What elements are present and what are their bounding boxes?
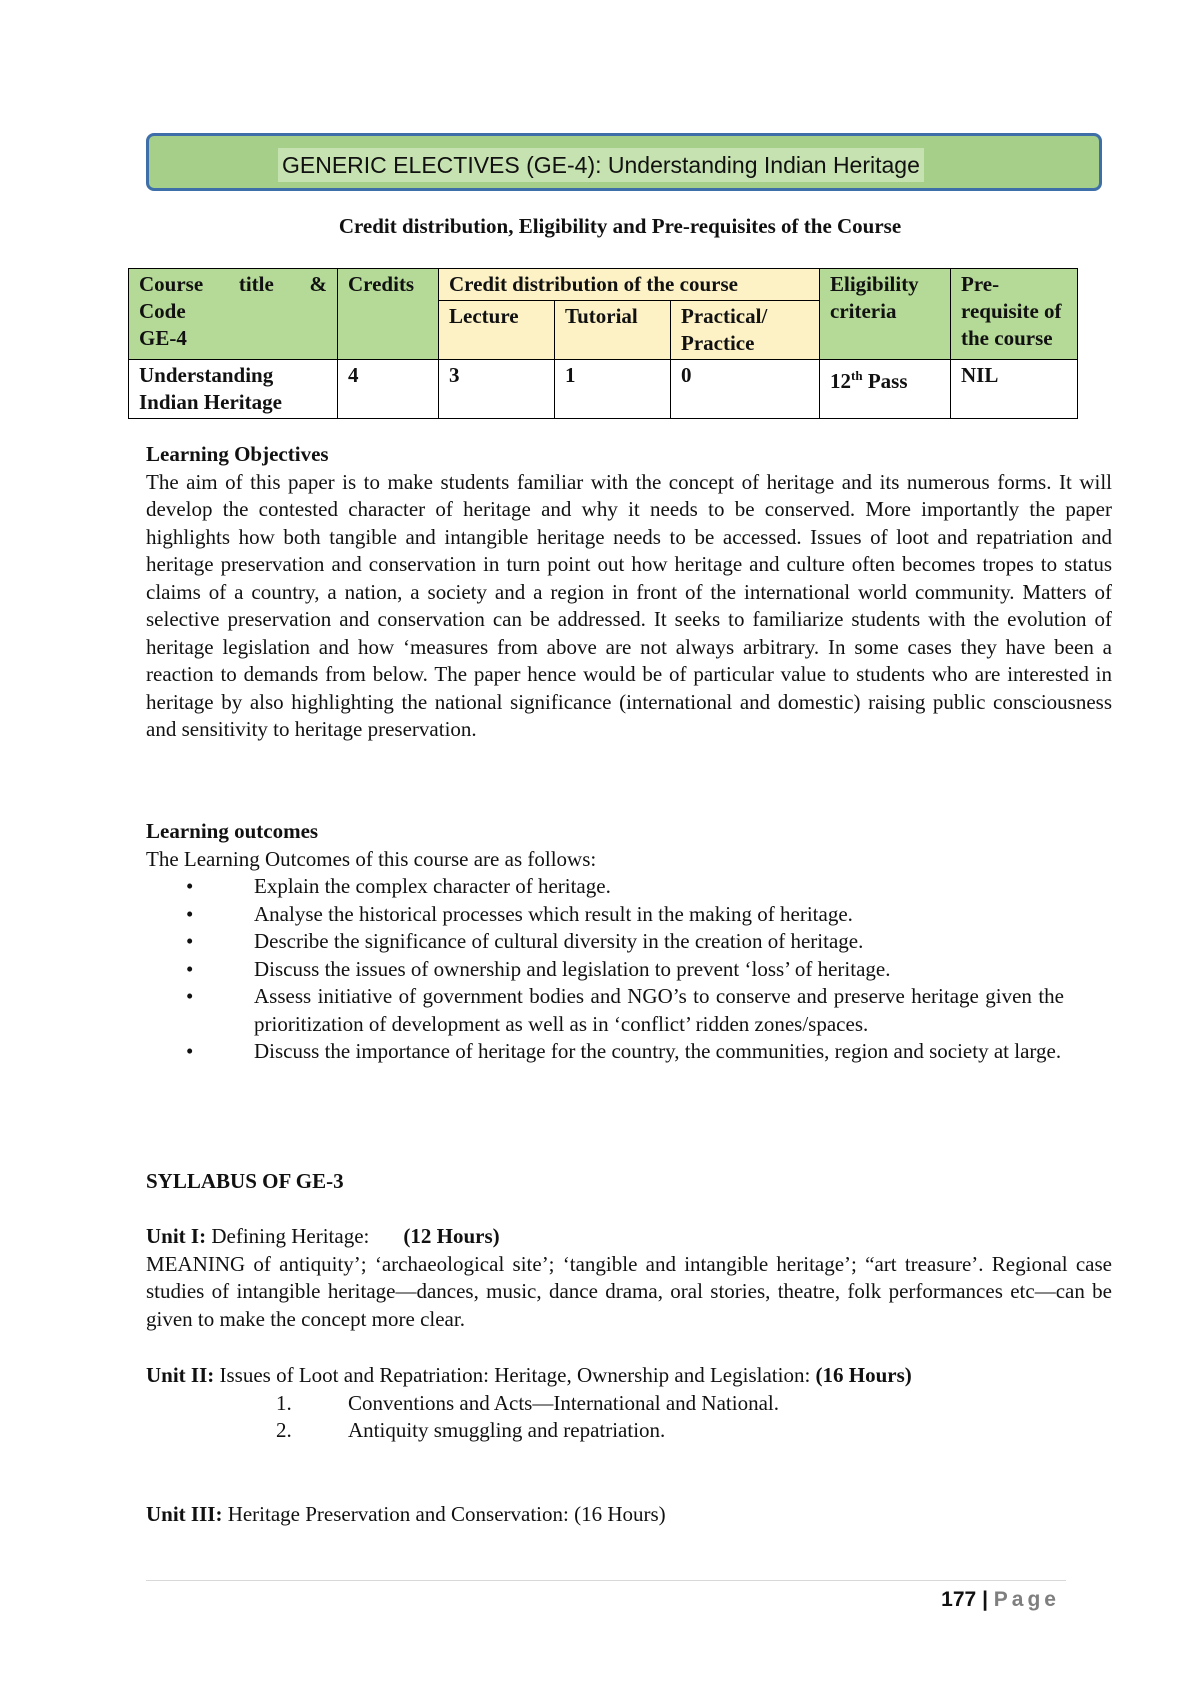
- list-item: • Describe the significance of cultural diversity in the creation of heritage.: [146, 928, 1064, 956]
- header-course-title: Course title & Code GE-4: [129, 269, 338, 360]
- list-item: • Analyse the historical processes which result in the making of heritage.: [146, 901, 1064, 929]
- learning-objectives-heading: Learning Objectives: [146, 442, 329, 466]
- cell-practical: 0: [671, 360, 820, 419]
- unit-2-list: [146, 1390, 1112, 1445]
- unit-1-text: MEANING of antiquity’; ‘archaeological site’; ‘tangible and intangible heritage’; “art treasure’. Regional case studies of intangible heritage—dances, music, dance drama, oral stories, theatre, folk performances etc—can be given to make the concept more clear.: [146, 1251, 1112, 1331]
- header-prerequisite: Pre- requisite of the course: [951, 269, 1078, 360]
- list-item: 1. Conventions and Acts—International and National.: [276, 1390, 779, 1415]
- footer-separator: |: [982, 1588, 988, 1611]
- page-label: Page: [993, 1588, 1060, 1611]
- header-credit-distribution: Credit distribution of the course: [439, 269, 820, 301]
- table-row: [129, 360, 1078, 419]
- bullet-icon: •: [186, 956, 194, 981]
- bullet-icon: •: [186, 984, 194, 1008]
- cell-prerequisite: NIL: [951, 360, 1078, 419]
- header-tutorial: Tutorial: [555, 301, 671, 360]
- cell-credits: 4: [338, 360, 439, 419]
- header-credits: Credits: [338, 269, 439, 360]
- list-item: • Assess initiative of government bodies and NGO’s to conserve and preserve heritage given the prioritization of development as well as in ‘conflict’ ridden zones/spaces.: [186, 984, 1064, 1036]
- cell-tutorial: 1: [555, 360, 671, 419]
- header-practical: Practical/ Practice: [671, 301, 820, 360]
- unit-3-title: Unit III: Heritage Preservation and Conservation: (16 Hours): [146, 1502, 666, 1526]
- bullet-icon: •: [186, 929, 194, 953]
- credit-distribution-table: [128, 268, 1078, 419]
- learning-outcomes-heading: Learning outcomes: [146, 819, 319, 843]
- header-eligibility: Eligibility criteria: [820, 269, 951, 360]
- unit-2-title: Unit II: Issues of Loot and Repatriation: Heritage, Ownership and Legislation: (16 Hours): [146, 1363, 912, 1387]
- unit-1-title: Unit I: Defining Heritage: (12 Hours): [146, 1224, 500, 1248]
- unit-2-section: [146, 1362, 1112, 1445]
- cell-lecture: 3: [439, 360, 555, 419]
- bullet-icon: •: [186, 874, 194, 898]
- list-item: • Discuss the issues of ownership and legislation to prevent ‘loss’ of heritage.: [146, 956, 1064, 984]
- header-lecture: Lecture: [439, 301, 555, 360]
- page-number: 177: [941, 1588, 977, 1611]
- cell-course-title: Understanding Indian Heritage: [129, 360, 338, 419]
- page-footer: [941, 1588, 1060, 1612]
- list-item: 2. Antiquity smuggling and repatriation.: [276, 1418, 666, 1442]
- learning-objectives-text: The aim of this paper is to make students familiar with the concept of heritage and its numerous forms. It will develop the contested character of heritage and why it needs to be conserved. More importantly the paper highlights how both tangible and intangible heritage needs to be accessed. Issues of loot and repatriation and heritage preservation and conservation in turn point out how heritage and culture often becomes tropes to status claims of a country, a nation, a society and a region in front of the international world community. Matters of selective preservation and conservation can be addressed. It seeks to familiarize students with the evolution of heritage legislation and how ‘measures from above are not always arbitrary. In some cases they have been a reaction to demands from below. The paper hence would be of particular value to students who are interested in heritage by also highlighting the national significance (international and domestic) raising public consciousness and sensitivity to heritage preservation.: [146, 469, 1112, 741]
- table-caption: Credit distribution, Eligibility and Pre-requisites of the Course: [338, 214, 902, 238]
- learning-outcomes-section: [146, 818, 1112, 1066]
- cell-eligibility: 12th Pass: [820, 360, 951, 419]
- learning-outcomes-list: [146, 873, 1112, 1066]
- learning-objectives-section: [146, 441, 1112, 744]
- list-item: • Explain the complex character of heritage.: [146, 873, 1064, 901]
- course-banner-title: GENERIC ELECTIVES (GE-4): Understanding Indian Heritage: [278, 148, 924, 182]
- unit-3-section: [146, 1501, 1112, 1529]
- footer-divider: [146, 1580, 1066, 1581]
- bullet-icon: •: [186, 901, 194, 926]
- syllabus-heading: SYLLABUS OF GE-3: [146, 1169, 344, 1193]
- bullet-icon: •: [186, 1039, 194, 1063]
- unit-1-section: [146, 1223, 1112, 1333]
- learning-outcomes-intro: The Learning Outcomes of this course are as follows:: [146, 846, 597, 871]
- list-item: • Discuss the importance of heritage for the country, the communities, region and society at large.: [146, 1038, 1064, 1066]
